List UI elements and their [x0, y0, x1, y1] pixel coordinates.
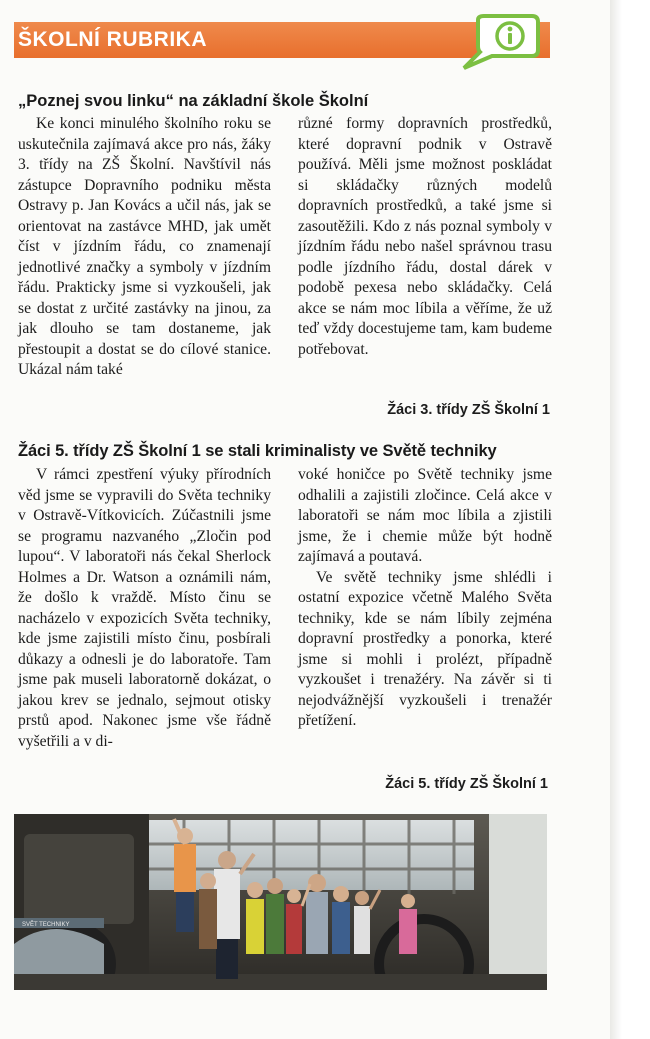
article-2-signature: Žáci 5. třídy ZŠ Školní 1 — [385, 776, 548, 792]
info-icon — [458, 12, 542, 72]
page-edge — [610, 0, 650, 1039]
article-1-column-left — [18, 114, 271, 381]
photo-sign: SVĚT TECHNIKY — [22, 922, 70, 928]
section-title: ŠKOLNÍ RUBRIKA — [18, 28, 207, 51]
article-2-paragraph-left: V rámci zpestření výuky přírodních věd jsme se vypravili do Světa techniky v Ostravě-Vítkovicích. Zúčastnili jsme se programu nazvaného „Zločin pod lupou“. V laboratoři nás čekal Sherlock Holmes a Dr. Watson a oznámili nám, že došlo k vraždě. Místo činu se nacházelo v expozicích Světa techniky, kde jsme zajistili místo činu, posbírali důkazy a odnesli je do laboratoře. Tam jsme pak museli laboratorně dokázat, o jakou krev se jednalo, sejmout otisky prstů apod. Nakonec jsme vše řádně vyšetřili a v di- — [18, 466, 271, 750]
article-2-column-left — [18, 465, 271, 752]
article-1-paragraph-left: Ke konci minulého školního roku se uskutečnila zajímavá akce pro nás, žáky 3. třídy na ZŠ Školní. Navštívil nás zástupce Dopravního podniku města Ostravy p. Jan Kovács a učil nás, jak se orientovat na zastávce MHD, jak umět číst v jízdním řádu, co znamenají jednotlivé značky a symboly v jízdním řádu. Prakticky jsme si vyzkoušeli, jak se dostat z určité zastávky na jinou, za jak dlouho se tam dostaneme, jak přestoupit a dostat se do cílové stanice. Ukázal nám také — [18, 115, 271, 378]
group-photo — [14, 814, 547, 990]
group-photo-illustration — [14, 814, 547, 990]
article-2-title: Žáci 5. třídy ZŠ Školní 1 se stali kriminalisty ve Světě techniky — [18, 442, 497, 460]
article-2-paragraph-right-2: Ve světě techniky jsme shlédli i ostatní expozice včetně Malého Světa techniky, kde se nám líbily zejména dopravní prostředky a ponorka, které jsme si mohli i prolézt, případně vyzkoušet i trenažéry. Na závěr si ti nejodvážnější vyzkoušeli i trenažér přetížení. — [298, 568, 552, 729]
article-1-column-right — [298, 114, 552, 360]
article-2-column-right — [298, 465, 552, 732]
article-1-signature: Žáci 3. třídy ZŠ Školní 1 — [387, 402, 550, 418]
article-1-title: „Poznej svou linku“ na základní škole Školní — [18, 92, 369, 110]
article-2-paragraph-right-1: voké honičce po Světě techniky jsme odhalili a zajistili zločince. Celá akce v laboratoři se nám moc líbila a zjistili jsme, že i chemie může být hodně zajímavá a poutavá. — [298, 466, 552, 565]
article-1-paragraph-right: různé formy dopravních prostředků, které dopravní podnik v Ostravě používá. Měli jsme možnost poskládat si skládačky různých modelů dopravních prostředků, a také jsme si zasoutěžili. Kdo z nás poznal symboly v jízdním řádu nebo našel správnou trasu podle jízdního řádu, dostal dárek v podobě pexesa nebo skládačky. Celá akce se nám moc líbila a věříme, že už teď vždy docestujeme tam, kam budeme potřebovat. — [298, 115, 552, 358]
